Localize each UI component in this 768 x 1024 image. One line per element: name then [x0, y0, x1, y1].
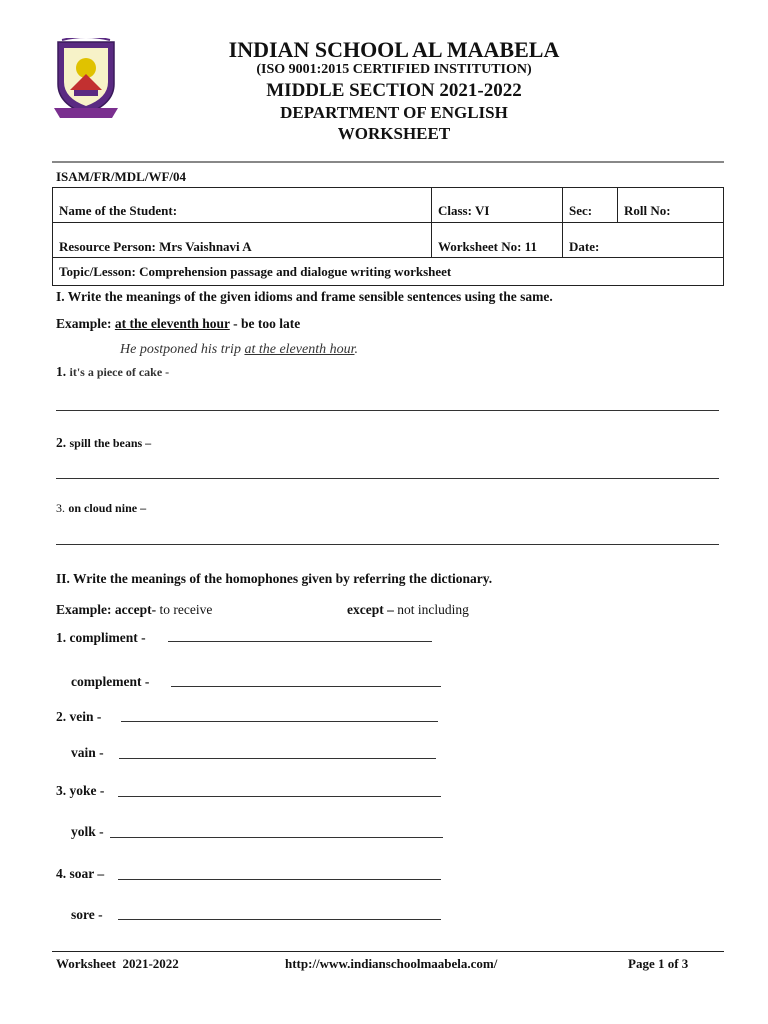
- homophone-label: 1. compliment -: [56, 630, 146, 645]
- homophone-label: 2. vein -: [56, 709, 102, 724]
- idiom-item: 3. on cloud nine –: [56, 501, 147, 515]
- answer-line[interactable]: [56, 410, 719, 411]
- homophone-label: 4. soar –: [56, 866, 105, 881]
- homophone-label: complement -: [71, 674, 150, 689]
- answer-line[interactable]: [121, 721, 438, 722]
- form-code: ISAM/FR/MDL/WF/04: [56, 169, 186, 184]
- example-meaning: - be too late: [233, 316, 301, 331]
- answer-line[interactable]: [56, 478, 719, 479]
- answer-line[interactable]: [118, 879, 441, 880]
- answer-line[interactable]: [168, 641, 432, 642]
- answer-line[interactable]: [171, 686, 441, 687]
- example-idiom: at the eleventh hour: [114, 316, 230, 331]
- footer-divider: [52, 951, 724, 952]
- example-sentence: He postponed his trip at the eleventh hour.: [120, 342, 358, 357]
- certification: (ISO 9001:2015 CERTIFIED INSTITUTION): [256, 62, 532, 77]
- worksheet-number: Worksheet No: 11: [432, 223, 563, 258]
- resource-person: Resource Person: Mrs Vaishnavi A: [53, 223, 432, 258]
- section1-example: [56, 316, 300, 332]
- section1-instruction: I. Write the meanings of the given idioms and frame sensible sentences using the same.: [56, 289, 553, 304]
- example-label: Example:: [56, 316, 112, 331]
- idiom-item: 1. it's a piece of cake -: [56, 364, 170, 379]
- header-divider: [52, 161, 724, 163]
- date-field[interactable]: Date:: [563, 223, 724, 258]
- roll-number-field[interactable]: Roll No:: [618, 188, 724, 223]
- school-name: INDIAN SCHOOL AL MAABELA: [228, 37, 560, 62]
- department: DEPARTMENT OF ENGLISH: [280, 103, 508, 122]
- homophone-label: sore -: [71, 907, 103, 922]
- section2-example-2: except – not including: [347, 602, 469, 617]
- homophone-label: vain -: [71, 745, 104, 760]
- section-title: MIDDLE SECTION 2021-2022: [266, 80, 522, 101]
- section2-instruction: II. Write the meanings of the homophones given by referring the dictionary.: [56, 571, 493, 586]
- student-info-table: [52, 187, 724, 286]
- answer-line[interactable]: [110, 837, 443, 838]
- footer-left: Worksheet 2021-2022: [56, 956, 179, 971]
- class-field: Class: VI: [432, 188, 563, 223]
- answer-line[interactable]: [118, 796, 441, 797]
- topic-row: Topic/Lesson: Comprehension passage and dialogue writing worksheet: [53, 258, 724, 286]
- section2-example: Example: accept- to receive: [56, 602, 213, 617]
- doc-type: WORKSHEET: [337, 124, 451, 143]
- answer-line[interactable]: [118, 919, 441, 920]
- page-number: Page 1 of 3: [628, 956, 689, 971]
- idiom-item: 2. spill the beans –: [56, 435, 152, 450]
- section-field[interactable]: Sec:: [563, 188, 618, 223]
- student-name-field[interactable]: Name of the Student:: [53, 188, 432, 223]
- footer-url[interactable]: http://www.indianschoolmaabela.com/: [285, 956, 498, 971]
- answer-line[interactable]: [56, 544, 719, 545]
- homophone-label: yolk -: [71, 824, 104, 839]
- answer-line[interactable]: [119, 758, 436, 759]
- homophone-label: 3. yoke -: [56, 783, 105, 798]
